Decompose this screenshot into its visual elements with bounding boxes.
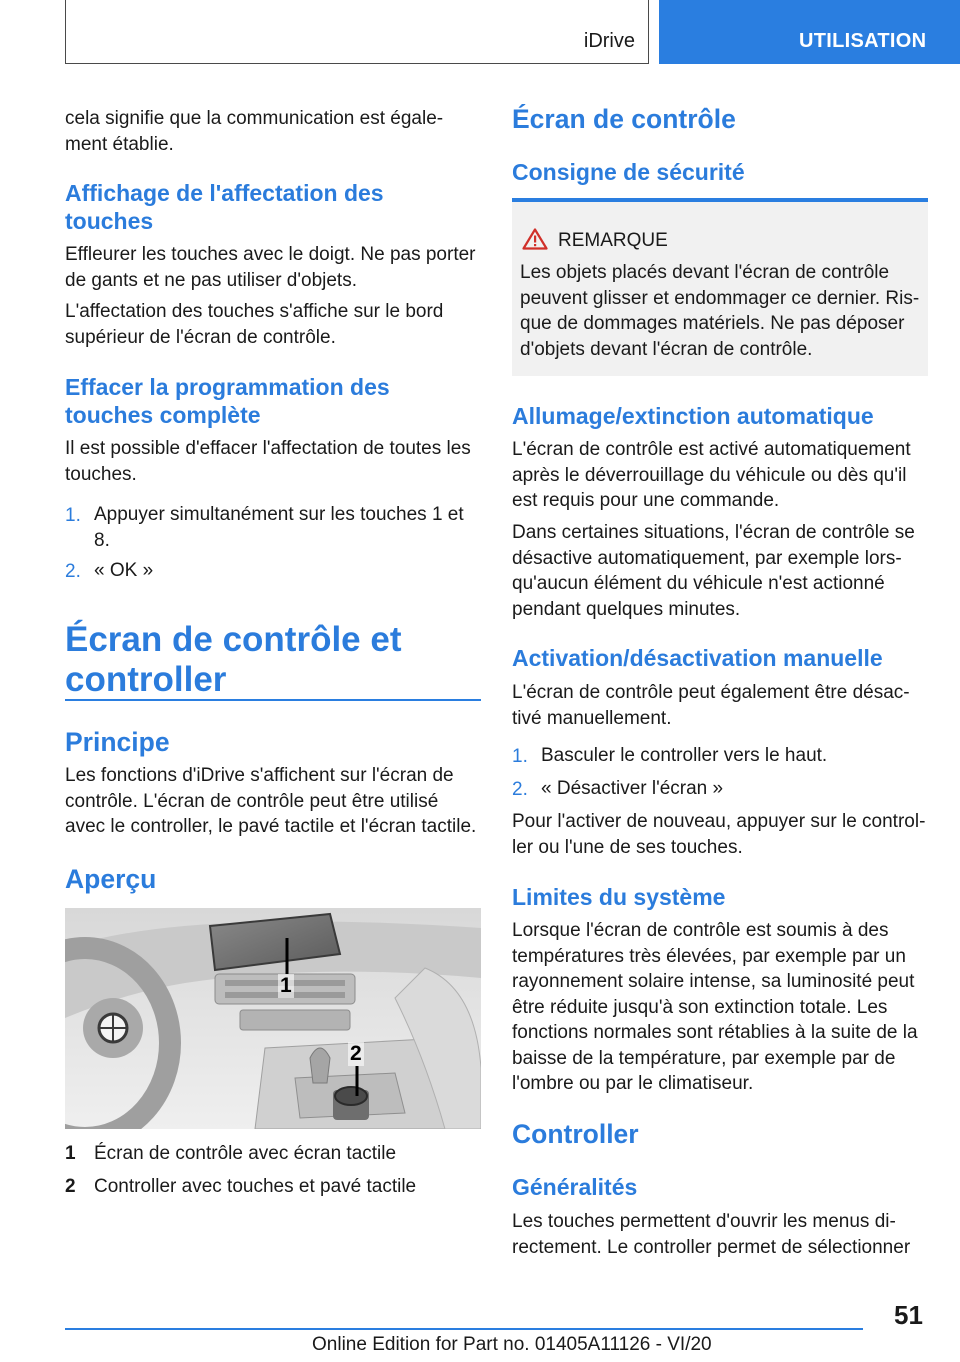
heading-principe: Principe: [65, 727, 170, 757]
text-line: L'écran de contrôle est activé automatiquement: [512, 439, 911, 460]
heading-auto: Allumage/extinction automatique: [512, 403, 874, 429]
text-line: supérieur de l'écran de contrôle.: [65, 326, 336, 348]
heading-manuelle: Activation/désactivation manuelle: [512, 645, 883, 671]
controller-paragraph: [512, 1209, 910, 1260]
header-section-box: [65, 0, 649, 64]
heading-consigne: Consigne de sécurité: [512, 159, 745, 185]
header-chapter-label: UTILISATION: [799, 30, 927, 52]
text-line: d'objets devant l'écran de contrôle.: [520, 338, 813, 360]
note-text: [520, 260, 919, 362]
heading-effacer: [65, 374, 390, 429]
chapter-title-line: Écran de contrôle et: [65, 620, 402, 659]
step-text: Basculer le controller vers le haut.: [541, 745, 828, 766]
heading-line: Affichage de l'affectation des: [65, 180, 384, 206]
text-line: après le déverrouillage du véhicule ou dès qu'il: [512, 464, 907, 486]
text-line: Appuyer simultanément sur les touches 1 et: [94, 504, 464, 525]
chapter-divider: [65, 699, 481, 701]
text-line: Les objets placés devant l'écran de contrôle: [520, 262, 890, 283]
text-line: de gants et ne pas utiliser d'objets.: [65, 269, 357, 291]
header-chapter-tab: [659, 0, 960, 64]
auto-paragraph-2: [512, 520, 915, 622]
manuelle-paragraph-2: [512, 809, 925, 860]
text-line: peuvent glisser et endommager ce dernier. Ris-: [520, 287, 920, 309]
text-line: baisse de la température, par exemple par de: [512, 1047, 896, 1069]
text-line: l'ombre ou par le climatiseur.: [512, 1073, 754, 1094]
auto-paragraph-1: [512, 437, 911, 514]
note-box: [512, 198, 928, 376]
chapter-title-line: controller: [65, 660, 227, 699]
text-line: « OK »: [94, 560, 154, 581]
footer-edition: Online Edition for Part no. 01405A11126 - VI/20: [312, 1334, 712, 1355]
heading-ecran: Écran de contrôle: [512, 104, 736, 134]
text-line: Dans certaines situations, l'écran de contrôle se: [512, 522, 915, 543]
text-line: L'affectation des touches s'affiche sur le bord: [65, 301, 444, 322]
step-text: [94, 558, 153, 584]
manuelle-paragraph-1: [512, 680, 910, 731]
chapter-title: [65, 620, 401, 700]
callout-label-2: 2: [350, 1042, 362, 1065]
heading-generalites: Généralités: [512, 1174, 638, 1200]
text-line: avec le controller, le pavé tactile et l'écran tactile.: [65, 816, 477, 837]
caption-number: 1: [65, 1143, 76, 1164]
text-line: est requis pour une commande.: [512, 490, 780, 511]
text-line: être réduite jusqu'à son extinction totale. Les: [512, 996, 888, 1018]
limites-paragraph: [512, 918, 918, 1097]
heading-line: touches: [65, 207, 154, 234]
footer-divider: [65, 1328, 863, 1330]
text-line: Pour l'activer de nouveau, appuyer sur le control-: [512, 811, 926, 832]
caption-text: Écran de contrôle avec écran tactile: [94, 1143, 397, 1164]
text-line: 8.: [94, 529, 110, 551]
text-line: Lorsque l'écran de contrôle est soumis à des: [512, 920, 889, 941]
text-line: désactive automatiquement, par exemple lors-: [512, 547, 902, 569]
text-line: que de dommages matériels. Ne pas déposer: [520, 313, 905, 334]
warning-icon: [522, 228, 548, 250]
step-text: « Désactiver l'écran »: [541, 778, 724, 799]
text-line: qu'aucun élément du véhicule n'est actionné: [512, 573, 885, 594]
affichage-paragraph-2: [65, 299, 443, 350]
caption-number: 2: [65, 1176, 76, 1197]
text-line: Les touches permettent d'ouvrir les menus di-: [512, 1211, 896, 1232]
text-line: fonctions normales sont rétablies à la suite de la: [512, 1022, 918, 1043]
text-line: pendant quelques minutes.: [512, 598, 741, 620]
text-line: rectement. Le controller permet de sélectionner: [512, 1236, 911, 1258]
intro-line: ment établie.: [65, 133, 174, 155]
heading-line: Effacer la programmation des: [65, 374, 390, 400]
caption-text: Controller avec touches et pavé tactile: [94, 1176, 417, 1197]
heading-controller: Controller: [512, 1119, 639, 1149]
text-line: Les fonctions d'iDrive s'affichent sur l'écran de: [65, 765, 454, 786]
step-number: 1.: [65, 505, 81, 526]
text-line: Il est possible d'effacer l'affectation de toutes les: [65, 438, 471, 459]
page-number: 51: [894, 1300, 923, 1330]
step-number: 2.: [65, 561, 81, 582]
header-section-label: iDrive: [583, 30, 635, 52]
heading-apercu: Aperçu: [65, 864, 157, 894]
text-line: L'écran de contrôle peut également être désac-: [512, 682, 910, 703]
text-line: rayonnement solaire intense, sa luminosité peut: [512, 971, 915, 992]
step-text: [94, 502, 464, 553]
dashboard-illustration: [65, 908, 481, 1129]
step-number: 2.: [512, 779, 528, 800]
heading-limites: Limites du système: [512, 884, 726, 910]
principe-paragraph: [65, 763, 476, 840]
heading-line: touches complète: [65, 401, 261, 428]
callout-label-1: 1: [280, 974, 292, 997]
text-line: températures très élevées, par exemple par un: [512, 945, 906, 967]
text-line: Effleurer les touches avec le doigt. Ne pas porter: [65, 244, 476, 265]
text-line: ler ou l'une de ses touches.: [512, 836, 743, 858]
text-line: touches.: [65, 463, 137, 485]
intro-line: cela signifie que la communication est égale-: [65, 108, 444, 129]
heading-affichage: [65, 180, 384, 235]
effacer-paragraph: [65, 436, 471, 487]
dashboard-drawing: [65, 908, 481, 1129]
intro-paragraph: [65, 106, 443, 157]
text-line: contrôle. L'écran de contrôle peut être utilisé: [65, 790, 439, 812]
step-number: 1.: [512, 746, 528, 767]
affichage-paragraph-1: [65, 242, 476, 293]
note-label: REMARQUE: [558, 230, 668, 251]
text-line: tivé manuellement.: [512, 707, 672, 729]
